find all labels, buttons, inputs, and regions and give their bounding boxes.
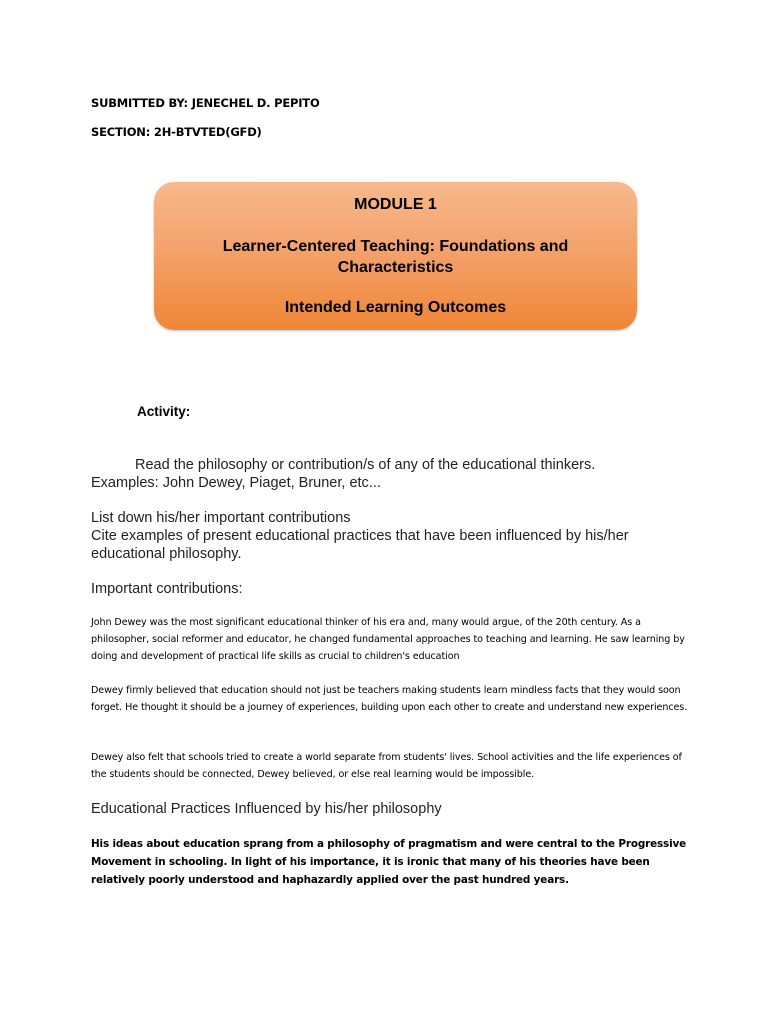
activity-instructions [91,456,691,492]
contributions-paragraph-3: Dewey also felt that schools tried to create a world separate from students' lives. School activities and the life experiences of the students should be connected, Dewey believed, or else real learning would be impossible. [91,752,682,780]
practices-paragraph: His ideas about education sprang from a philosophy of pragmatism and were central to the Progressive Movement in schooling. In light of his importance, it is ironic that many of his theories have been relatively poorly understood and haphazardly applied over the past hundred years. [91,838,686,886]
module-title: MODULE 1 [354,196,437,213]
section-label: SECTION: 2H-BTVTED(GFD) [91,125,262,139]
module-subtitle: Learner-Centered Teaching: Foundations and Characteristics [222,238,569,276]
learning-outcomes-heading: Intended Learning Outcomes [284,299,507,316]
instruction-line-2: Examples: John Dewey, Piaget, Bruner, etc... [91,475,381,491]
list-line-1: List down his/her important contributions [91,510,351,526]
module-box [154,182,637,330]
practices-heading: Educational Practices Influenced by his/her philosophy [91,801,442,817]
list-line-2: Cite examples of present educational practices that have been influenced by his/her educational philosophy. [91,528,629,562]
contributions-heading: Important contributions: [91,581,243,597]
instruction-line-1: Read the philosophy or contribution/s of any of the educational thinkers. [135,457,596,473]
activity-label: Activity: [137,404,191,419]
submitted-by: SUBMITTED BY: JENECHEL D. PEPITO [91,96,320,110]
activity-list [91,509,691,563]
contributions-paragraph-2: Dewey firmly believed that education should not just be teachers making students learn mindless facts that they would soon forget. He thought it should be a journey of experiences, building upon each other to create and understand new experiences. [91,685,688,713]
contributions-paragraph-1: John Dewey was the most significant educational thinker of his era and, many would argue, of the 20th century. As a philosopher, social reformer and educator, he changed fundamental approaches to teaching and learning. He saw learning by doing and development of practical life skills as crucial to children's education [91,617,685,662]
